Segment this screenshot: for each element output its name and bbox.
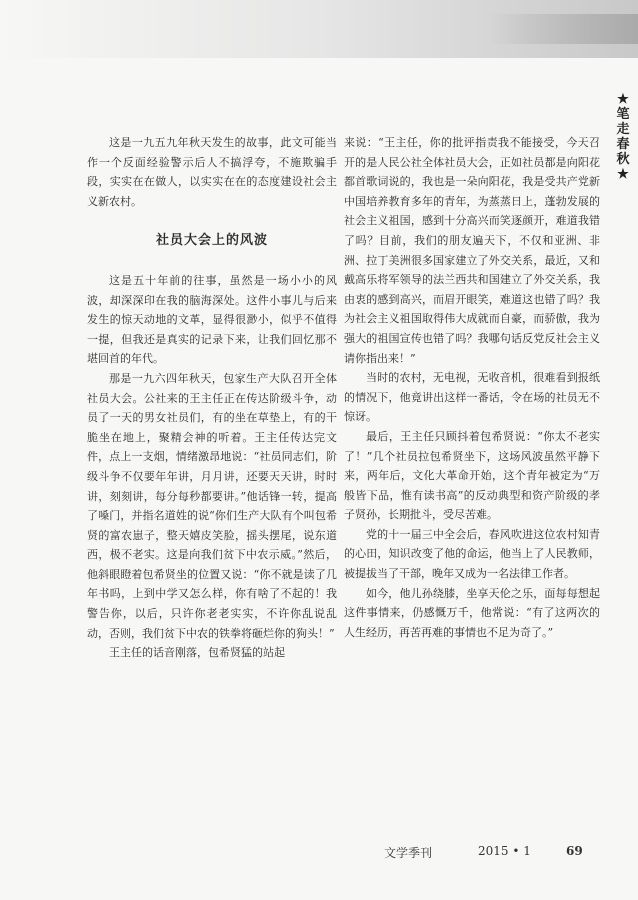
star-icon: ★ bbox=[617, 167, 629, 182]
section-title: 社员大会上的风波 bbox=[155, 233, 268, 249]
column-label-char: 走 bbox=[616, 122, 630, 137]
column-label-char: 秋 bbox=[616, 152, 630, 167]
column-label-char: 笔 bbox=[616, 107, 630, 122]
body-paragraph: 来说：“王主任，你的批评指责我不能接受，今天召开的是人民公社全体社员大会，正如社员都是向阳花都首歌词说的，我也是一朵向阳花，我是受共产党新中国培养教育多年的青年，为蒸蒸日上，蓬勃发展的社会主义祖国，感到十分高兴而笑逐颜开，难道我错了吗？目前，我们的朋友遍天下，不仅和亚洲、非洲、拉丁美洲很多国家建立了外交关系，最近，又和戴高乐将军领导的法兰西共和国建立了外交关系，我由衷的感到高兴，而眉开眼笑，难道这也错了吗？我为社会主义祖国取得伟大成就而自豪，而骄傲，我为强大的祖国宣传也错了吗？我哪句话反党反社会主义请你指出来！” bbox=[344, 136, 600, 365]
body-paragraph: 如今，他儿孙绕膝，坐享天伦之乐，面每每想起这件事情来，仍感慨万千，他常说：“有了这两次的人生经历，再苦再难的事情也不足为奇了。” bbox=[344, 586, 600, 639]
page-number: 69 bbox=[566, 844, 583, 858]
header-band bbox=[0, 0, 638, 58]
column-label bbox=[614, 92, 632, 182]
body-paragraph: 这是五十年前的往事，虽然是一场小小的风波，却深深印在我的脑海深处。这件小事儿与后来发生的惊天动地的文革，显得很渺小，似乎不值得一提，但我还是真实的记录下来，让我们回忆那不堪回首的年代。 bbox=[87, 273, 337, 366]
column-label-char: 春 bbox=[616, 137, 630, 152]
body-paragraph: 党的十一届三中全会后，春风吹进这位农村知青的心田，知识改变了他的命运，他当上了人民教师，被提拔当了干部，晚年又成为一名法律工作者。 bbox=[344, 527, 600, 581]
page-footer bbox=[0, 844, 638, 864]
journal-name: 文学季刊 bbox=[384, 846, 433, 860]
star-icon: ★ bbox=[617, 92, 629, 107]
body-paragraph: 王主任的话音刚落，包希贤猛的站起 bbox=[109, 646, 285, 660]
body-paragraph: 最后，王主任只顾抖着包希贤说：“你太不老实了！”几个社员拉包希贤坐下，这场风波虽然平静下来，两年后，文化大革命开始，这个青年被定为“万般皆下品，惟有读书高”的反动典型和资产阶级的孝子贤孙，长期批斗，受尽苦难。 bbox=[344, 429, 600, 522]
left-column bbox=[87, 133, 337, 663]
issue-number: 2015 • 1 bbox=[478, 844, 531, 858]
body-paragraph: 那是一九六四年秋天，包家生产大队召开全体社员大会。公社来的王主任正在传达阶级斗争，动员了一天的男女社员们，有的坐在草垫上，有的干脆坐在地上，聚精会神的听着。王主任传达完文件，点上一支烟，情绪激昂地说：“社员同志们，阶级斗争不仅要年年讲，月月讲，还要天天讲，时时讲，刻刻讲，每分每秒都要讲。”他话锋一转，提高了嗓门，并指名道姓的说“你们生产大队有个叫包希贤的富农崽子，整天嬉皮笑脸，摇头摆尾，说东道西，极不老实。这是向我们贫下中农示威。”然后，他斜眼瞪着包希贤坐的位置又说：“你不就是读了几年书吗，上到中学又怎么样，你有啥了不起的！我警告你，以后，只许你老老实实，不许你乱说乱动，否则，我们贫下中农的铁拳将砸烂你的狗头！” bbox=[87, 371, 337, 640]
body-paragraph: 当时的农村，无电视，无收音机，很难看到报纸的情况下，他竟讲出这样一番话，令在场的社员无不惊讶。 bbox=[344, 371, 600, 424]
intro-paragraph: 这是一九五九年秋天发生的故事，此文可能当作一个反面经验警示后人不搞浮夸，不施欺骗手段，实实在在做人，以实实在在的态度建设社会主义新农村。 bbox=[87, 136, 337, 208]
right-column bbox=[344, 133, 600, 642]
